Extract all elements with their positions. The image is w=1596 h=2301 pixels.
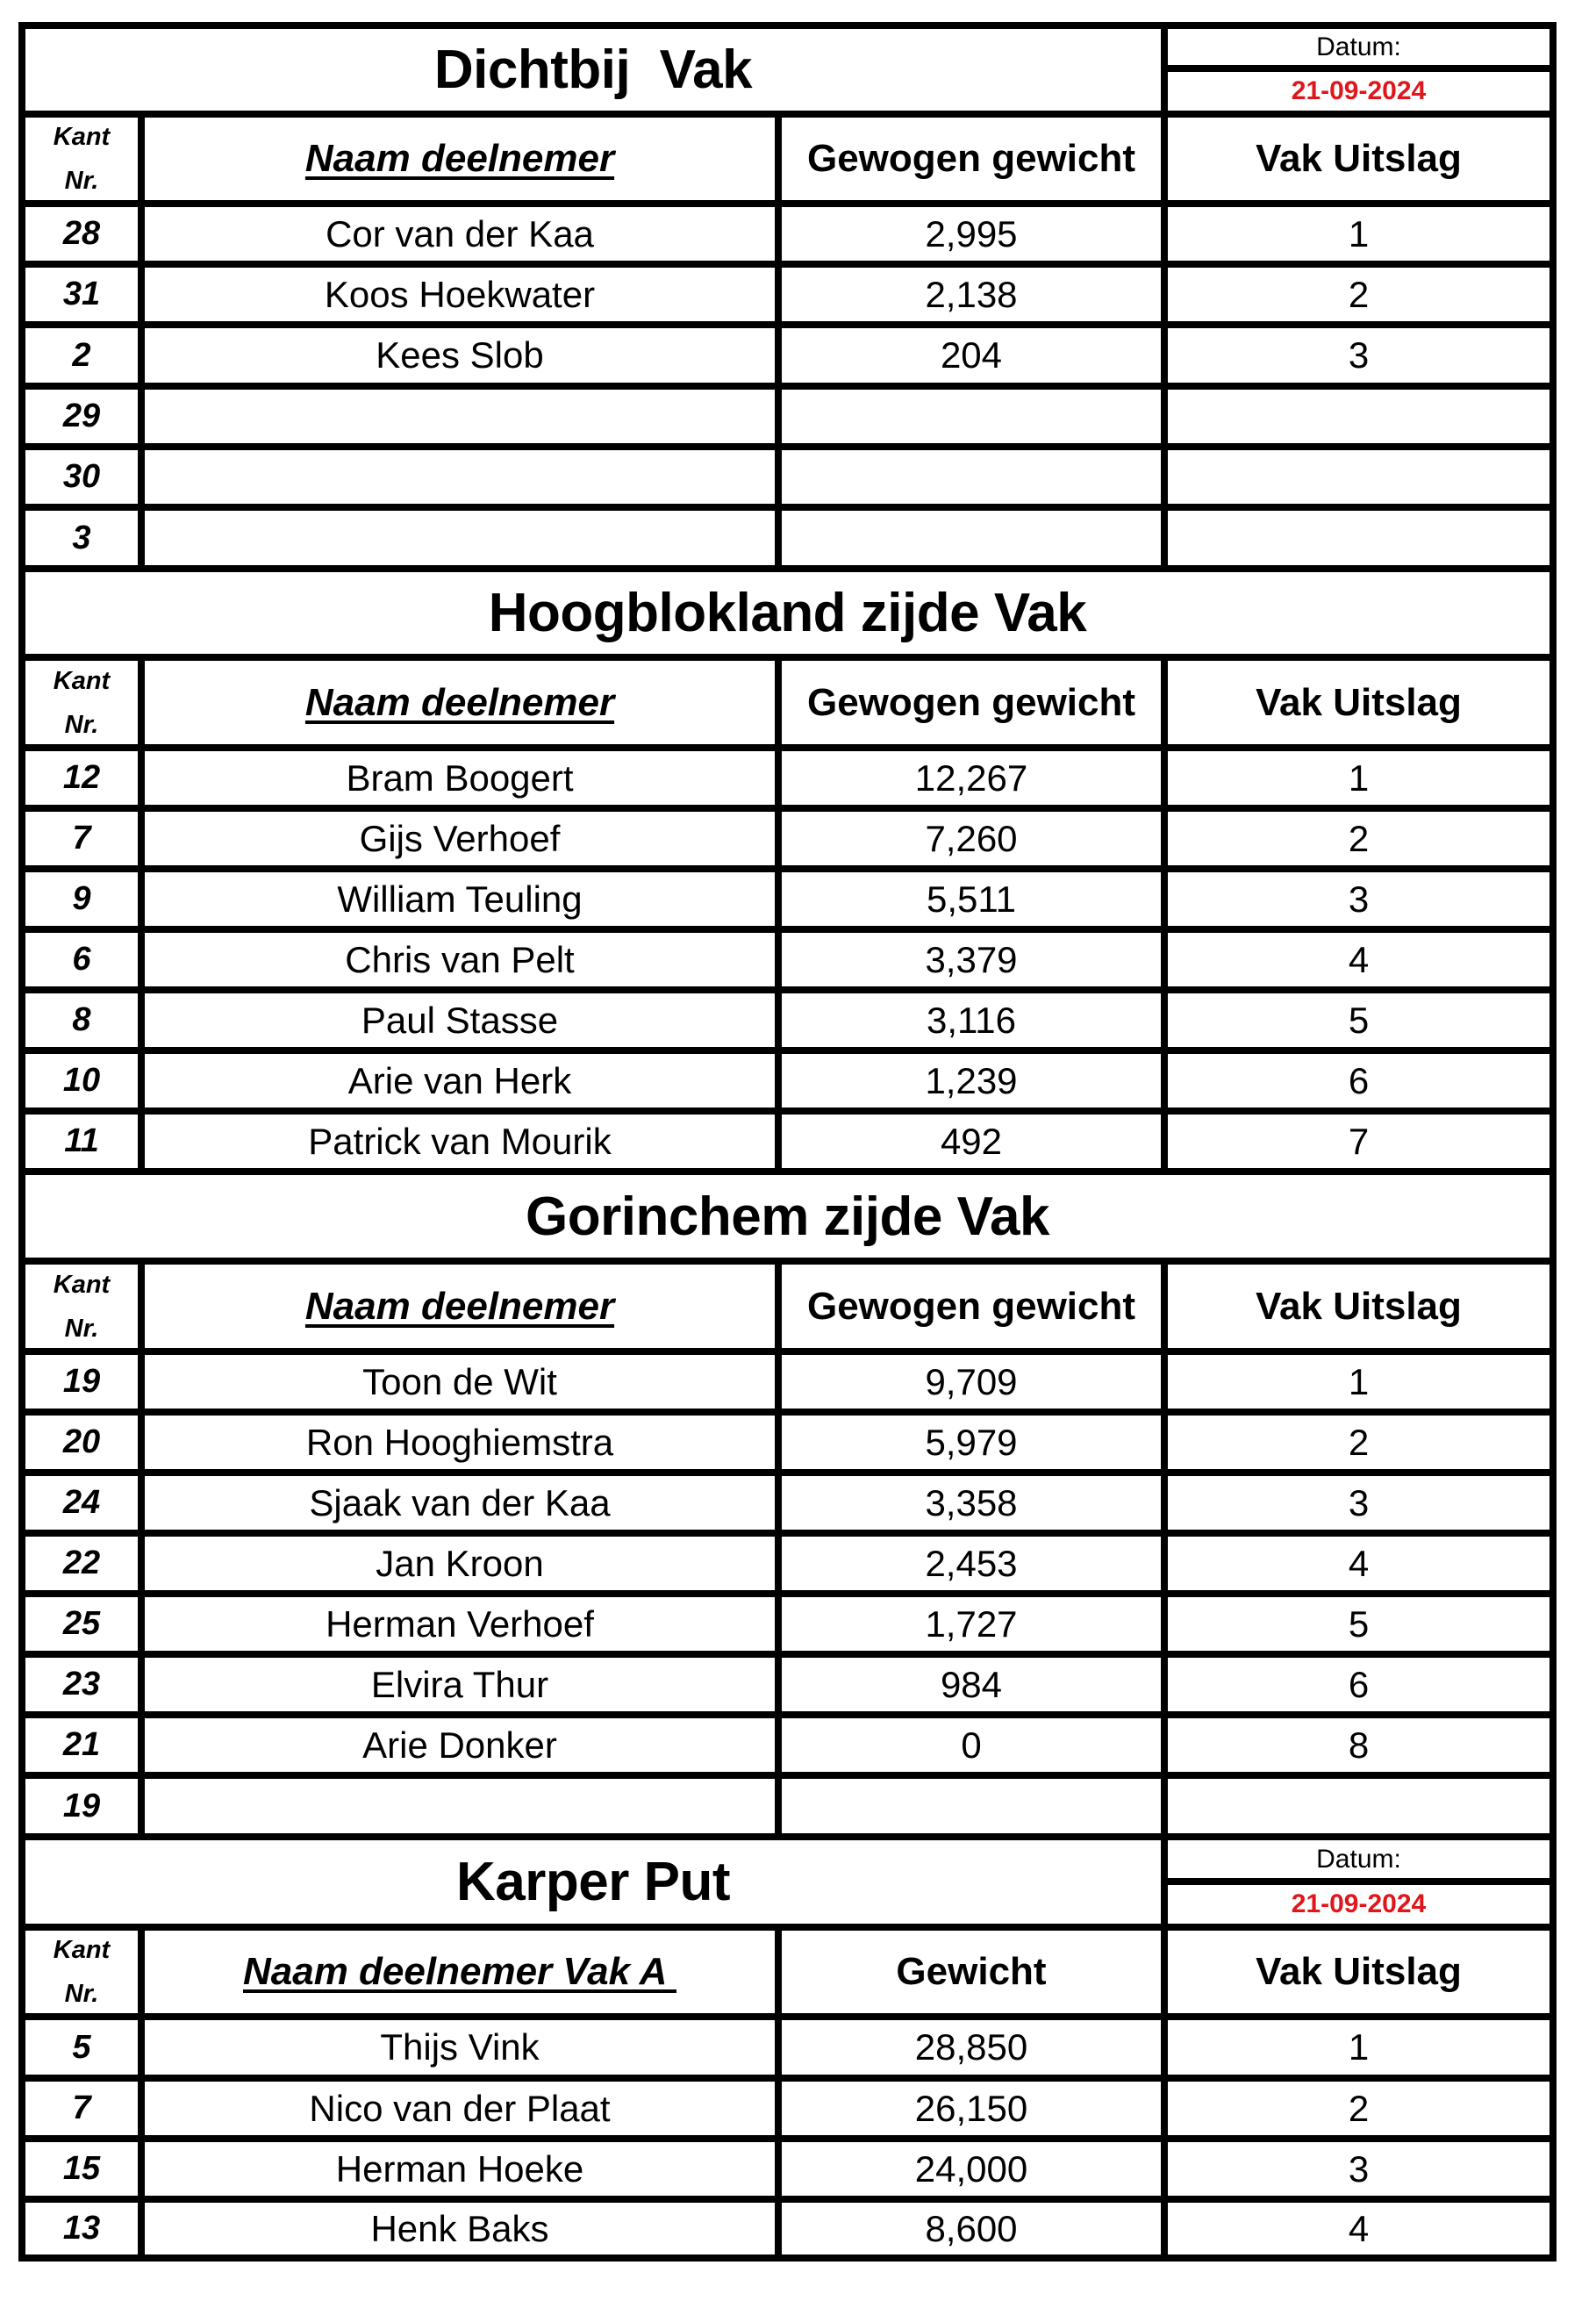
gewicht-value: 3,379 <box>925 938 1018 980</box>
column-header-kant-nr <box>18 654 145 751</box>
row-uitslag <box>1161 2135 1557 2203</box>
naam-value: Thijs Vink <box>380 2026 540 2068</box>
section-title-text: Karper Put <box>456 1852 730 1912</box>
row-gewicht <box>775 2013 1168 2082</box>
naam-header-text: Naam deelnemer Vak A <box>242 1950 676 1993</box>
naam-value: Nico van der Plaat <box>309 2087 611 2129</box>
row-naam <box>138 1772 782 1840</box>
column-header-gewicht <box>775 1258 1168 1355</box>
naam-value: Patrick van Mourik <box>308 1120 612 1162</box>
row-naam <box>138 2196 782 2262</box>
row-uitslag <box>1161 1772 1557 1840</box>
row-naam <box>138 744 782 812</box>
row-kant-nr <box>18 744 145 812</box>
column-header-gewicht <box>775 111 1168 207</box>
kant-nr-value: 2 <box>72 336 91 374</box>
uitslag-header-text: Vak Uitslag <box>1256 1284 1462 1328</box>
uitslag-value: 8 <box>1348 1724 1370 1766</box>
row-gewicht <box>775 805 1168 872</box>
naam-value: Herman Hoeke <box>335 2147 584 2190</box>
row-kant-nr <box>18 2196 145 2262</box>
row-gewicht <box>775 744 1168 812</box>
row-gewicht <box>775 926 1168 993</box>
uitslag-header-text: Vak Uitslag <box>1256 1950 1462 1993</box>
gewicht-value: 1,239 <box>925 1059 1018 1101</box>
row-uitslag <box>1161 1711 1557 1779</box>
row-uitslag <box>1161 1348 1557 1416</box>
row-gewicht <box>775 1348 1168 1416</box>
column-header-kant-nr <box>18 1924 145 2020</box>
row-uitslag <box>1161 2075 1557 2142</box>
row-kant-nr <box>18 321 145 390</box>
gewicht-value: 2,138 <box>925 273 1018 315</box>
column-header-gewicht <box>775 1924 1168 2020</box>
row-kant-nr <box>18 504 145 572</box>
row-kant-nr <box>18 1772 145 1840</box>
kant-header-line2: Nr. <box>64 1314 99 1343</box>
uitslag-value: 1 <box>1348 2026 1370 2068</box>
datum-value-text: 21-09-2024 <box>1291 1889 1427 1918</box>
kant-header-line2: Nr. <box>64 710 99 739</box>
kant-nr-value: 13 <box>62 2210 101 2247</box>
naam-value: Bram Boogert <box>346 756 574 799</box>
section-title-text: Hoogblokland zijde Vak <box>488 583 1087 643</box>
row-gewicht <box>775 1711 1168 1779</box>
row-naam <box>138 1107 782 1175</box>
row-gewicht <box>775 261 1168 328</box>
gewicht-value: 7,260 <box>925 817 1018 859</box>
uitslag-header-text: Vak Uitslag <box>1256 680 1462 724</box>
row-naam <box>138 1651 782 1718</box>
gewicht-value: 5,511 <box>927 878 1016 920</box>
kant-nr-value: 20 <box>62 1423 101 1460</box>
row-naam <box>138 383 782 450</box>
row-naam <box>138 1590 782 1658</box>
row-gewicht <box>775 2196 1168 2262</box>
kant-nr-value: 5 <box>72 2028 91 2066</box>
naam-value: William Teuling <box>337 878 583 920</box>
kant-nr-value: 10 <box>62 1062 101 1099</box>
kant-header-line2: Nr. <box>64 1980 99 2008</box>
gewicht-value: 9,709 <box>925 1360 1018 1402</box>
row-naam <box>138 1530 782 1597</box>
row-kant-nr <box>18 865 145 933</box>
row-kant-nr <box>18 1348 145 1416</box>
row-naam <box>138 504 782 572</box>
kant-nr-value: 30 <box>62 458 101 495</box>
kant-header-line1: Kant <box>53 123 111 151</box>
gewicht-value: 26,150 <box>914 2087 1028 2129</box>
row-naam <box>138 805 782 872</box>
row-gewicht <box>775 1530 1168 1597</box>
row-kant-nr <box>18 1590 145 1658</box>
row-kant-nr <box>18 261 145 328</box>
row-naam <box>138 2135 782 2203</box>
uitslag-value: 2 <box>1348 817 1370 859</box>
uitslag-value: 2 <box>1348 273 1370 315</box>
column-header-naam <box>138 1258 782 1355</box>
gewicht-value: 12,267 <box>914 756 1028 799</box>
row-gewicht <box>775 443 1168 511</box>
row-naam <box>138 443 782 511</box>
datum-value <box>1161 65 1557 118</box>
row-kant-nr <box>18 1711 145 1779</box>
uitslag-value: 2 <box>1348 2087 1370 2129</box>
kant-nr-value: 21 <box>62 1726 101 1763</box>
row-naam <box>138 200 782 268</box>
gewicht-value: 492 <box>940 1120 1003 1162</box>
kant-nr-value: 7 <box>72 2090 91 2126</box>
gewicht-value: 204 <box>940 334 1003 376</box>
uitslag-value: 3 <box>1348 334 1370 376</box>
column-header-gewicht <box>775 654 1168 751</box>
row-kant-nr <box>18 2013 145 2082</box>
row-gewicht <box>775 1469 1168 1537</box>
row-uitslag <box>1161 1469 1557 1537</box>
row-uitslag <box>1161 1409 1557 1476</box>
row-kant-nr <box>18 443 145 511</box>
kant-nr-value: 11 <box>64 1122 99 1159</box>
row-gewicht <box>775 200 1168 268</box>
row-gewicht <box>775 986 1168 1054</box>
kant-nr-value: 3 <box>72 519 91 556</box>
row-naam <box>138 261 782 328</box>
kant-header-line1: Kant <box>53 666 111 695</box>
row-uitslag <box>1161 865 1557 933</box>
row-naam <box>138 1348 782 1416</box>
row-uitslag <box>1161 805 1557 872</box>
datum-value-text: 21-09-2024 <box>1291 76 1427 105</box>
naam-value: Kees Slob <box>376 334 544 376</box>
naam-value: Arie Donker <box>362 1724 557 1766</box>
row-kant-nr <box>18 2135 145 2203</box>
row-naam <box>138 865 782 933</box>
row-gewicht <box>775 321 1168 390</box>
row-naam <box>138 321 782 390</box>
row-kant-nr <box>18 805 145 872</box>
kant-nr-value: 24 <box>62 1484 101 1521</box>
section-title <box>18 1168 1557 1265</box>
row-uitslag <box>1161 2196 1557 2262</box>
naam-value: Arie van Herk <box>347 1059 572 1101</box>
row-uitslag <box>1161 1651 1557 1718</box>
row-uitslag <box>1161 200 1557 268</box>
column-header-uitslag <box>1161 1258 1557 1355</box>
uitslag-header-text: Vak Uitslag <box>1256 137 1462 180</box>
row-uitslag <box>1161 2013 1557 2082</box>
uitslag-value: 1 <box>1348 212 1370 254</box>
uitslag-value: 1 <box>1348 756 1370 799</box>
row-gewicht <box>775 865 1168 933</box>
row-uitslag <box>1161 744 1557 812</box>
naam-value: Herman Verhoef <box>326 1602 594 1645</box>
kant-header-line1: Kant <box>53 1936 111 1964</box>
section-title <box>18 1833 1168 1931</box>
row-gewicht <box>775 2075 1168 2142</box>
gewicht-header-text: Gewogen gewicht <box>806 680 1136 724</box>
gewicht-value: 24,000 <box>914 2147 1028 2190</box>
section-title-text: Gorinchem zijde Vak <box>526 1186 1049 1247</box>
uitslag-value: 2 <box>1348 1421 1370 1463</box>
uitslag-value: 3 <box>1348 878 1370 920</box>
naam-header-text: Naam deelnemer <box>304 137 615 180</box>
naam-header-text: Naam deelnemer <box>304 1284 615 1328</box>
naam-value: Gijs Verhoef <box>359 817 561 859</box>
kant-nr-value: 6 <box>72 941 91 978</box>
row-gewicht <box>775 383 1168 450</box>
row-kant-nr <box>18 1107 145 1175</box>
row-naam <box>138 926 782 993</box>
kant-nr-value: 12 <box>62 759 101 796</box>
kant-nr-value: 19 <box>62 1787 101 1824</box>
column-header-uitslag <box>1161 654 1557 751</box>
uitslag-value: 3 <box>1348 2147 1370 2190</box>
row-gewicht <box>775 1772 1168 1840</box>
column-header-kant-nr <box>18 1258 145 1355</box>
naam-value: Elvira Thur <box>370 1663 549 1705</box>
kant-nr-value: 25 <box>62 1605 101 1642</box>
gewicht-value: 3,116 <box>927 999 1016 1041</box>
column-header-naam <box>138 1924 782 2020</box>
row-uitslag <box>1161 383 1557 450</box>
row-gewicht <box>775 1047 1168 1115</box>
uitslag-value: 6 <box>1348 1059 1370 1101</box>
section-title <box>18 565 1557 661</box>
gewicht-value: 0 <box>961 1724 982 1766</box>
section-title <box>18 22 1168 118</box>
kant-nr-value: 9 <box>72 880 91 917</box>
column-header-kant-nr <box>18 111 145 207</box>
naam-value: Henk Baks <box>370 2207 549 2249</box>
row-uitslag <box>1161 926 1557 993</box>
uitslag-value: 7 <box>1348 1120 1370 1162</box>
gewicht-value: 5,979 <box>925 1421 1018 1463</box>
row-kant-nr <box>18 2075 145 2142</box>
kant-nr-value: 22 <box>62 1545 101 1581</box>
row-gewicht <box>775 504 1168 572</box>
kant-header-line2: Nr. <box>64 167 99 195</box>
row-uitslag <box>1161 1047 1557 1115</box>
row-uitslag <box>1161 1107 1557 1175</box>
kant-nr-value: 23 <box>62 1666 101 1702</box>
kant-nr-value: 31 <box>62 276 101 312</box>
row-kant-nr <box>18 1530 145 1597</box>
row-naam <box>138 2013 782 2082</box>
uitslag-value: 4 <box>1348 1542 1370 1584</box>
column-header-naam <box>138 111 782 207</box>
naam-value: Toon de Wit <box>362 1360 557 1402</box>
row-uitslag <box>1161 1590 1557 1658</box>
row-kant-nr <box>18 986 145 1054</box>
naam-value: Sjaak van der Kaa <box>309 1481 611 1523</box>
row-gewicht <box>775 1409 1168 1476</box>
uitslag-value: 6 <box>1348 1663 1370 1705</box>
naam-value: Jan Kroon <box>376 1542 544 1584</box>
kant-nr-value: 15 <box>62 2150 101 2187</box>
gewicht-value: 8,600 <box>925 2207 1018 2249</box>
uitslag-value: 5 <box>1348 999 1370 1041</box>
datum-label-text: Datum: <box>1316 1844 1401 1874</box>
kant-nr-value: 8 <box>72 1001 91 1038</box>
row-naam <box>138 986 782 1054</box>
uitslag-value: 1 <box>1348 1360 1370 1402</box>
row-uitslag <box>1161 986 1557 1054</box>
row-kant-nr <box>18 383 145 450</box>
row-gewicht <box>775 1590 1168 1658</box>
row-uitslag <box>1161 321 1557 390</box>
uitslag-value: 4 <box>1348 938 1370 980</box>
section-title-text: Dichtbij Vak <box>433 39 753 100</box>
row-kant-nr <box>18 1469 145 1537</box>
naam-value: Cor van der Kaa <box>326 212 594 254</box>
row-uitslag <box>1161 261 1557 328</box>
row-gewicht <box>775 1107 1168 1175</box>
column-header-uitslag <box>1161 1924 1557 2020</box>
gewicht-value: 1,727 <box>925 1602 1018 1645</box>
kant-nr-value: 7 <box>72 820 91 857</box>
row-gewicht <box>775 1651 1168 1718</box>
gewicht-value: 2,995 <box>925 212 1018 254</box>
row-naam <box>138 1047 782 1115</box>
naam-value: Koos Hoekwater <box>324 273 596 315</box>
kant-nr-value: 29 <box>62 398 101 434</box>
gewicht-header-text: Gewicht <box>896 1950 1047 1993</box>
row-kant-nr <box>18 926 145 993</box>
kant-header-line1: Kant <box>53 1270 111 1299</box>
gewicht-header-text: Gewogen gewicht <box>806 1284 1136 1328</box>
column-header-naam <box>138 654 782 751</box>
row-naam <box>138 2075 782 2142</box>
naam-value: Ron Hooghiemstra <box>305 1421 614 1463</box>
row-kant-nr <box>18 200 145 268</box>
datum-label-text: Datum: <box>1316 32 1401 61</box>
gewicht-value: 28,850 <box>914 2026 1028 2068</box>
uitslag-value: 5 <box>1348 1602 1370 1645</box>
kant-nr-value: 19 <box>62 1363 101 1400</box>
kant-nr-value: 28 <box>62 215 101 252</box>
gewicht-header-text: Gewogen gewicht <box>806 137 1136 180</box>
row-naam <box>138 1409 782 1476</box>
gewicht-value: 984 <box>940 1663 1003 1705</box>
row-naam <box>138 1469 782 1537</box>
row-kant-nr <box>18 1409 145 1476</box>
column-header-uitslag <box>1161 111 1557 207</box>
row-uitslag <box>1161 1530 1557 1597</box>
uitslag-value: 3 <box>1348 1481 1370 1523</box>
datum-value <box>1161 1878 1557 1931</box>
row-uitslag <box>1161 504 1557 572</box>
gewicht-value: 3,358 <box>925 1481 1018 1523</box>
naam-value: Paul Stasse <box>361 999 559 1041</box>
row-naam <box>138 1711 782 1779</box>
uitslag-value: 4 <box>1348 2207 1370 2249</box>
row-kant-nr <box>18 1047 145 1115</box>
naam-value: Chris van Pelt <box>345 938 575 980</box>
row-kant-nr <box>18 1651 145 1718</box>
gewicht-value: 2,453 <box>925 1542 1018 1584</box>
naam-header-text: Naam deelnemer <box>304 680 615 724</box>
row-gewicht <box>775 2135 1168 2203</box>
row-uitslag <box>1161 443 1557 511</box>
